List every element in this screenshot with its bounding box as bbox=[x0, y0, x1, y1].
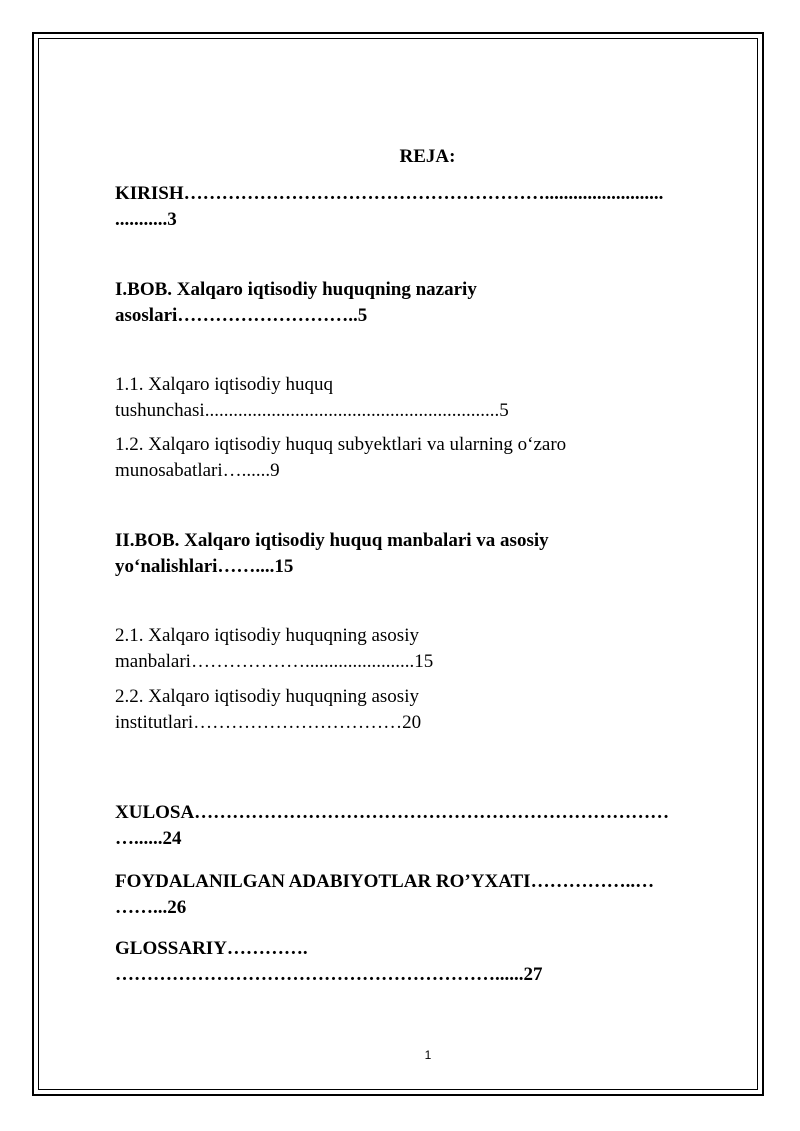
toc-entry-chapter-1: I.BOB. Xalqaro iqtisodiy huquqning nazariy asoslari………………………..5 bbox=[115, 279, 477, 326]
toc-entry-chapter-2: II.BOB. Xalqaro iqtisodiy huquq manbalari va asosiy yo‘nalishlari……....15 bbox=[115, 530, 549, 577]
toc-entry-section-2-2: 2.2. Xalqaro iqtisodiy huquqning asosiy institutlari……………………………20 bbox=[115, 686, 422, 733]
toc-entry-section-1-1: 1.1. Xalqaro iqtisodiy huquq tushunchasi..............................................................5 bbox=[115, 374, 509, 421]
toc-entry-section-1-2: 1.2. Xalqaro iqtisodiy huquq subyektlari va ularning o‘zaro munosabatlari…......9 bbox=[115, 434, 567, 481]
toc-entry-kirish: KIRISH…………………………………………………......................... ...........3 bbox=[115, 183, 664, 230]
toc-entry-xulosa: XULOSA………………………………………………………………… …......24 bbox=[115, 802, 670, 849]
toc-entry-adabiyotlar: FOYDALANILGAN ADABIYOTLAR RO’YXATI……………..… ……...26 bbox=[115, 871, 655, 918]
toc-entry-section-2-1: 2.1. Xalqaro iqtisodiy huquqning asosiy manbalari……………….......................15 bbox=[115, 625, 434, 672]
page-number: 1 bbox=[424, 1048, 432, 1062]
toc-entry-glossariy: GLOSSARIY…………. ……………………………………………………......27 bbox=[115, 938, 543, 985]
document-title: REJA: bbox=[399, 146, 456, 167]
